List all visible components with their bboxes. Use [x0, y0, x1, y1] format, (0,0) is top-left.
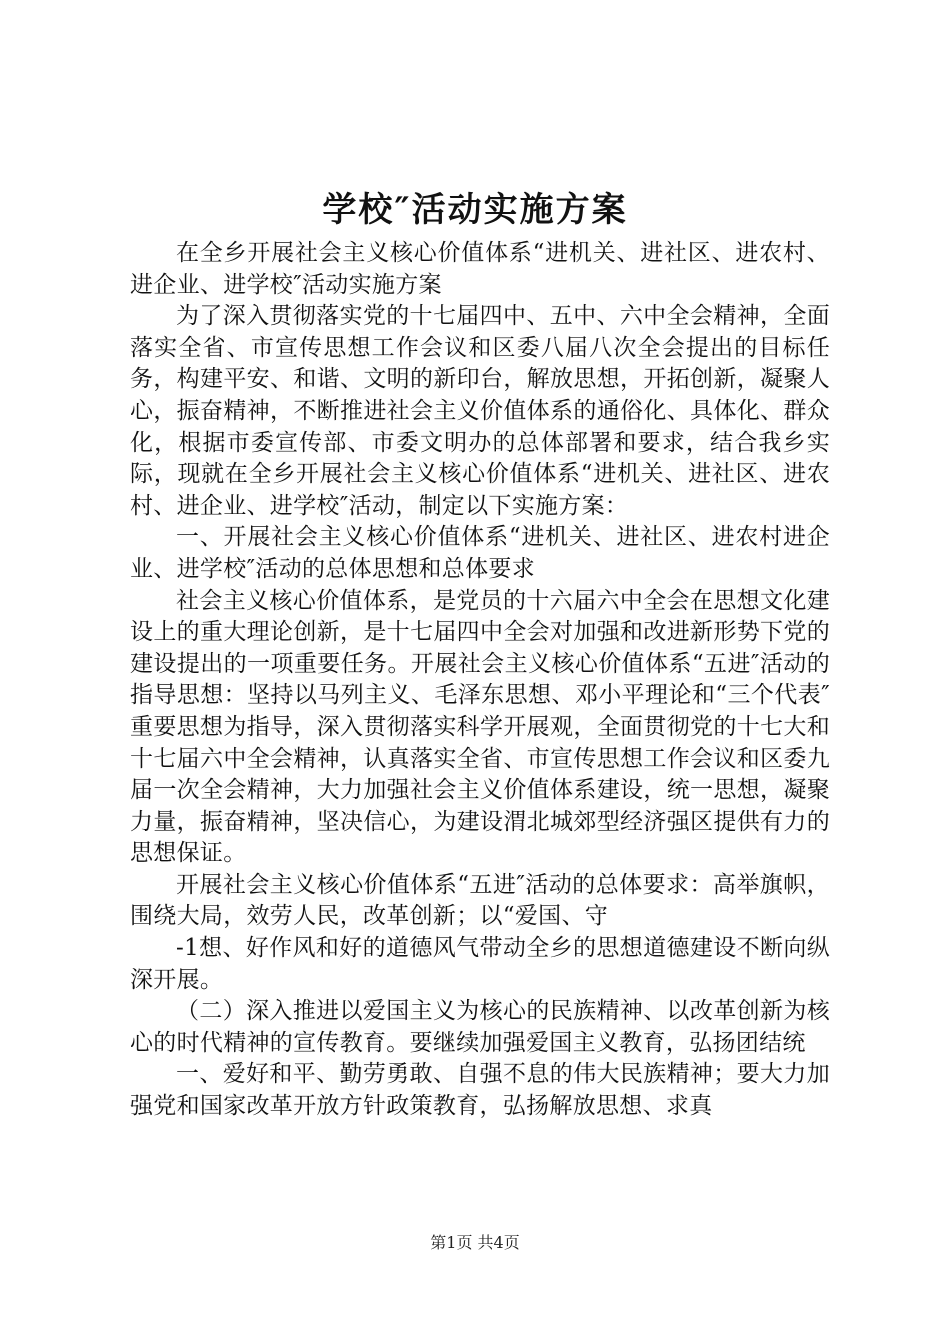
- paragraph-fragment: -1想、好作风和好的道德风气带动全乡的思想道德建设不断向纵深开展。: [130, 935, 830, 993]
- paragraph-guiding-thought: 社会主义核心价值体系，是党员的十六届六中全会在思想文化建设上的重大理论创新，是十七届四中全会对加强和改进新形势下党的建设提出的一项重要任务。开展社会主义核心价值体系“五进″活动的指导思想：坚持以马列主义、毛泽东思想、邓小平理论和“三个代表″重要思想为指导，深入贯彻落实科学开展观，全面贯彻党的十七大和十七届六中全会精神，认真落实全省、市宣传思想工作会议和区委九届一次全会精神，大力加强社会主义价值体系建设，统一思想，凝聚力量，振奋精神，坚决信心，为建设渭北城郊型经济强区提供有力的思想保证。: [130, 587, 830, 867]
- paragraph-general-requirements: 开展社会主义核心价值体系“五进″活动的总体要求：高举旗帜，围绕大局，效劳人民，改革创新；以“爱国、守: [130, 871, 830, 930]
- document-body: [130, 238, 830, 1123]
- paragraph-heading-line: 在全乡开展社会主义核心价值体系“进机关、进社区、进农村、进企业、进学校″活动实施方案: [130, 240, 830, 298]
- document-title: 学校″活动实施方案: [322, 190, 628, 230]
- section-heading-1: 一、开展社会主义核心价值体系“进机关、进社区、进农村进企业、进学校″活动的总体思想和总体要求: [130, 524, 830, 582]
- paragraph-section-2: （二）深入推进以爱国主义为核心的民族精神、以改革创新为核心的时代精神的宣传教育。要继续加强爱国主义教育，弘扬团结统: [130, 998, 830, 1056]
- page-footer: 第1页 共4页: [430, 1233, 520, 1252]
- paragraph-intro: 为了深入贯彻落实党的十七届四中、五中、六中全会精神，全面落实全省、市宣传思想工作会议和区委八届八次全会提出的目标任务，构建平安、和谐、文明的新印台，解放思想，开拓创新，凝聚人心，振奋精神，不断推进社会主义价值体系的通俗化、具体化、群众化，根据市委宣传部、市委文明办的总体部署和要求，结合我乡实际，现就在全乡开展社会主义核心价值体系“进机关、进社区、进农村、进企业、进学校″活动，制定以下实施方案：: [130, 303, 830, 519]
- paragraph-national-spirit: 一、爱好和平、勤劳勇敢、自强不息的伟大民族精神；要大力加强党和国家改革开放方针政策教育，弘扬解放思想、求真: [130, 1061, 830, 1120]
